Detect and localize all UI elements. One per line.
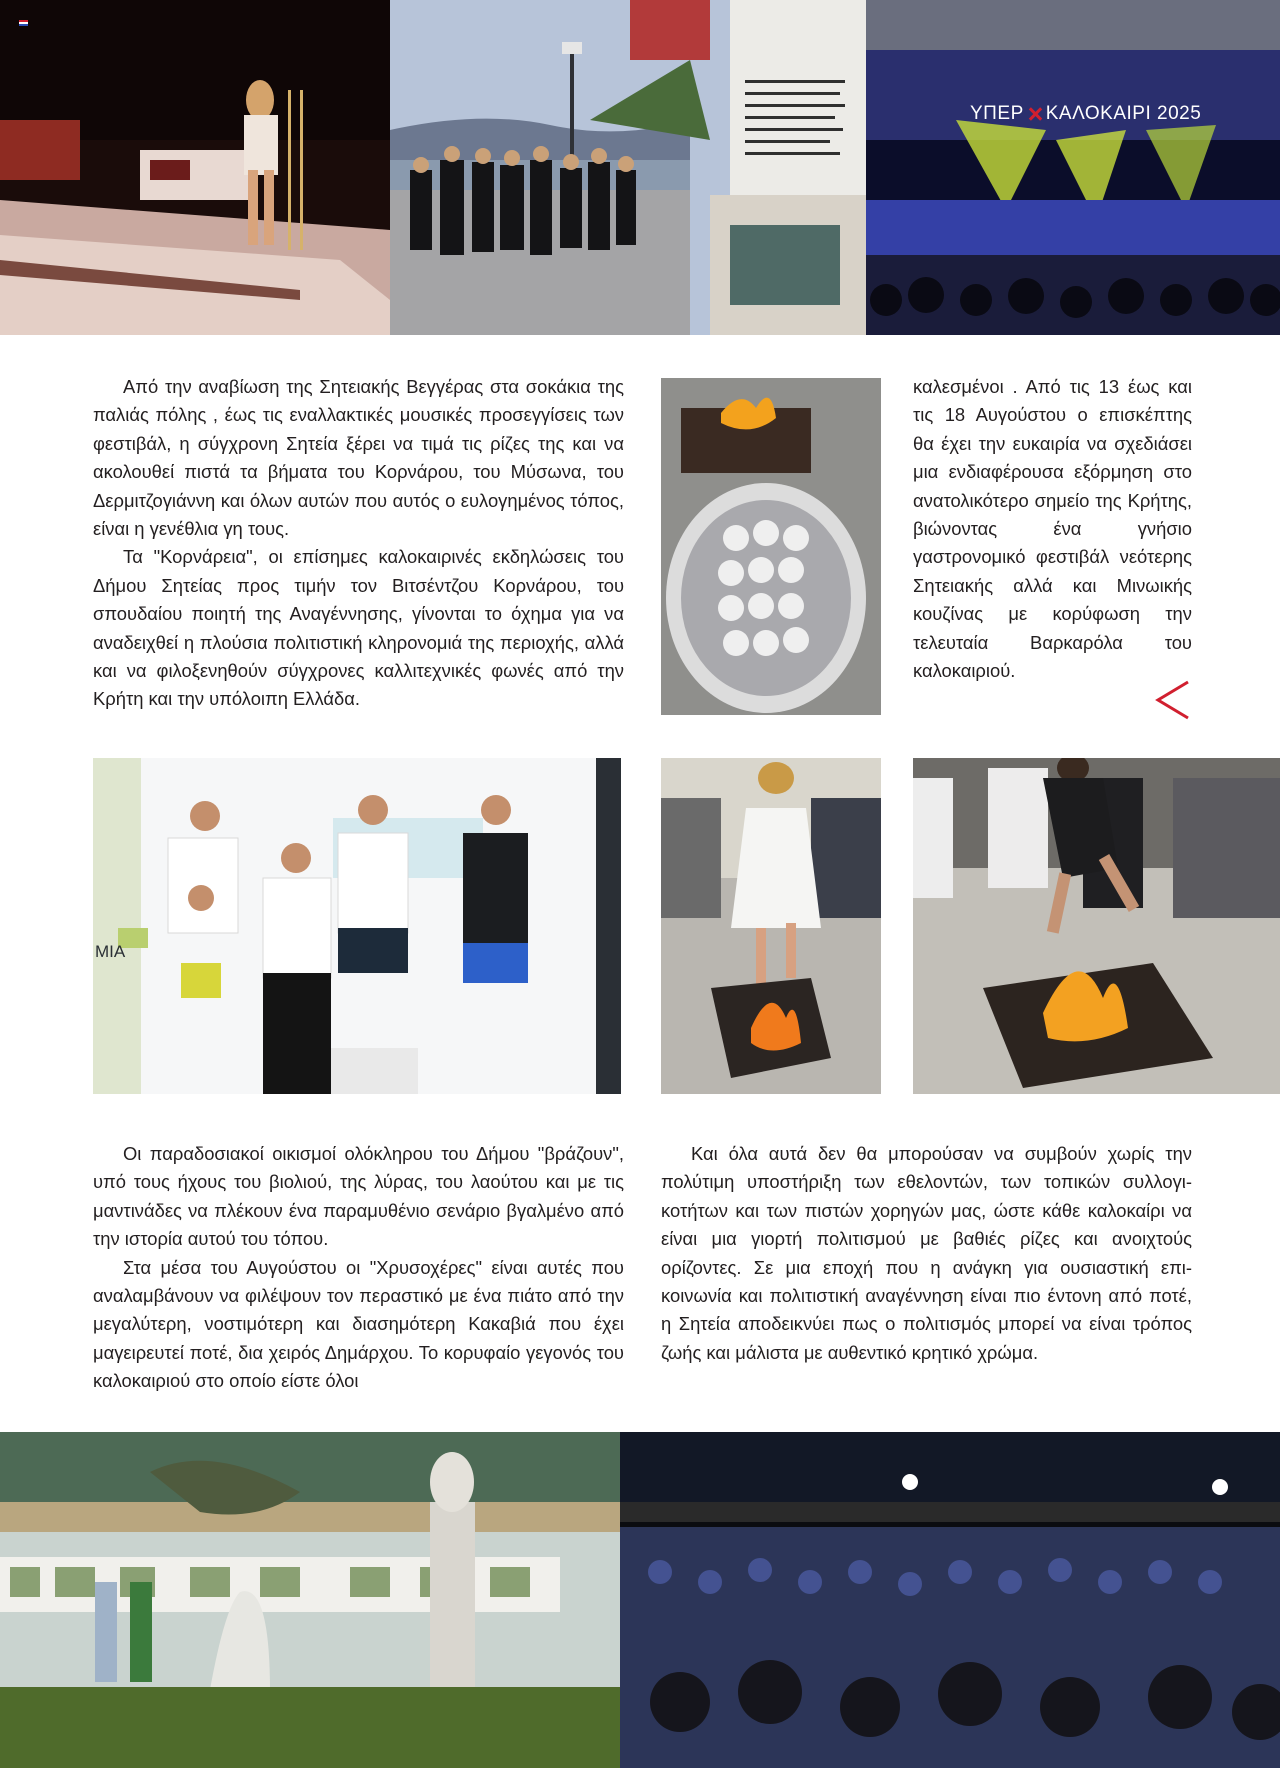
article-column-1 [93, 373, 624, 714]
article-column-4 [661, 1140, 1192, 1367]
photo-night-crowd-festival [620, 1432, 1280, 1768]
chevron-left-icon [1152, 678, 1192, 722]
photo-singer-on-yacht [0, 0, 390, 335]
banner-text: ΜΙΑ [95, 942, 126, 961]
paragraph: Από την αναβίωση της Σητειακής Βεγγέρας στα σοκάκια της παλιάς πόλης , έως τις εναλλακτικές μουσικές προσεγγίσεις των φεστιβάλ, η σύγχρονη Σητεία ξέρει να τιμά τις ρίζες της και να ακολουθεί πιστά τα βήματα του Κορνάρου, του Μύσωνα, του Δερμιτζογιάννη και όλων αυτών που αυτός ο ευλογημένος τόπος, είναι η γενέθλια γη τους. [93, 376, 624, 540]
photo-award-podium [93, 758, 621, 1094]
magazine-section-tag [970, 102, 1201, 126]
photo-park-exhibition-statue [0, 1432, 620, 1768]
paragraph: Και όλα αυτά δεν θα μπορούσαν να συμβούν χωρίς την πολύτιμη υποστήριξη των εθελοντών, των τοπικών συλλογικοτήτων και των πιστών χορηγών μας, ώστε κάθε καλοκαίρι να είναι μια γιορτή πολιτισμού με βαθιές ρίζες και ανοιχτούς ορίζοντες. Σε μια εποχή που η ανάγκη για ουσιαστική επικοινωνία και πολιτιστική αναγέννηση είναι πιο έντονη από ποτέ, η Σητεία αποδεικνύει πως ο πολιτισμός μπορεί να είναι τρόπος ζωής και μάλιστα με αυθεντικό κρητικό χρώμα. [661, 1143, 1192, 1363]
x-mark-icon [1028, 107, 1042, 121]
flag-icon [19, 20, 28, 26]
paragraph: Τα "Κορνάρεια", οι επίσημες καλοκαιρινές εκδηλώσεις του Δήμου Σητείας προς τιμήν τον Βιτσέντζου Κορνάρου, του σπουδαίου ποιητή της Αναγέννησης, γίνονται το όχημα για να αναδειχθεί η πλούσια πολιτιστική κληρονομιά της περιοχής, αλλά και να φιλοξενηθούν σύγχρονες καλλιτεχνικές φωνές από την Κρήτη και την υπόλοιπη Ελλάδα. [93, 546, 624, 710]
paragraph: Οι παραδοσιακοί οικισμοί ολόκληρου του Δήμου "βράζουν", υπό τους ήχους του βιολιού, της λύρας, του λαούτου και με τις μαντινάδες να πλέκουν ένα παραμυθένιο σενάριο βγαλμένο από την ιστορία αυτού του τόπου. [93, 1143, 624, 1250]
article-column-2 [913, 373, 1192, 685]
section-tag-right: ΚΑΛΟΚΑΙΡΙ 2025 [1045, 103, 1202, 124]
paragraph: καλεσμένοι . Από τις 13 έως και τις 18 Αυγούστου ο επισκέπτης θα έχει την ευκαιρία να σχεδιάσει μια ενδιαφέρουσα εξόρμηση στο ανατολικότερο σημείο της Κρήτης, βιώνοντας ένα γνήσιο γαστρονομικό φεστιβάλ νεότερης Σητειακής αλλά και Μινωικής κουζίνας με κορύφωση την τελευταία Βαρκαρόλα του καλοκαιριού. [913, 376, 1192, 682]
photo-man-jumping-fire [913, 758, 1280, 1094]
section-tag-left: ΥΠΕΡ [970, 103, 1024, 124]
photo-stage-concert [866, 0, 1280, 335]
photo-raki-tray-fire [661, 378, 881, 715]
paragraph: Στα μέσα του Αυγούστου οι "Χρυσοχέρες" είναι αυτές που αναλαμβάνουν να φιλέψουν τον περαστικό με ένα πιάτο από την μεγαλύτερη, νοστιμότερη και διασημότερη Κακαβιά που έχει μαγειρευτεί ποτέ, δια χειρός Δημάρχου. Το κορυφαίο γεγονός του καλοκαιριού στο οποίο είστε όλοι [93, 1256, 624, 1392]
photo-marching-band-promenade [390, 0, 866, 335]
article-column-3 [93, 1140, 624, 1396]
photo-woman-jumping-fire [661, 758, 881, 1094]
